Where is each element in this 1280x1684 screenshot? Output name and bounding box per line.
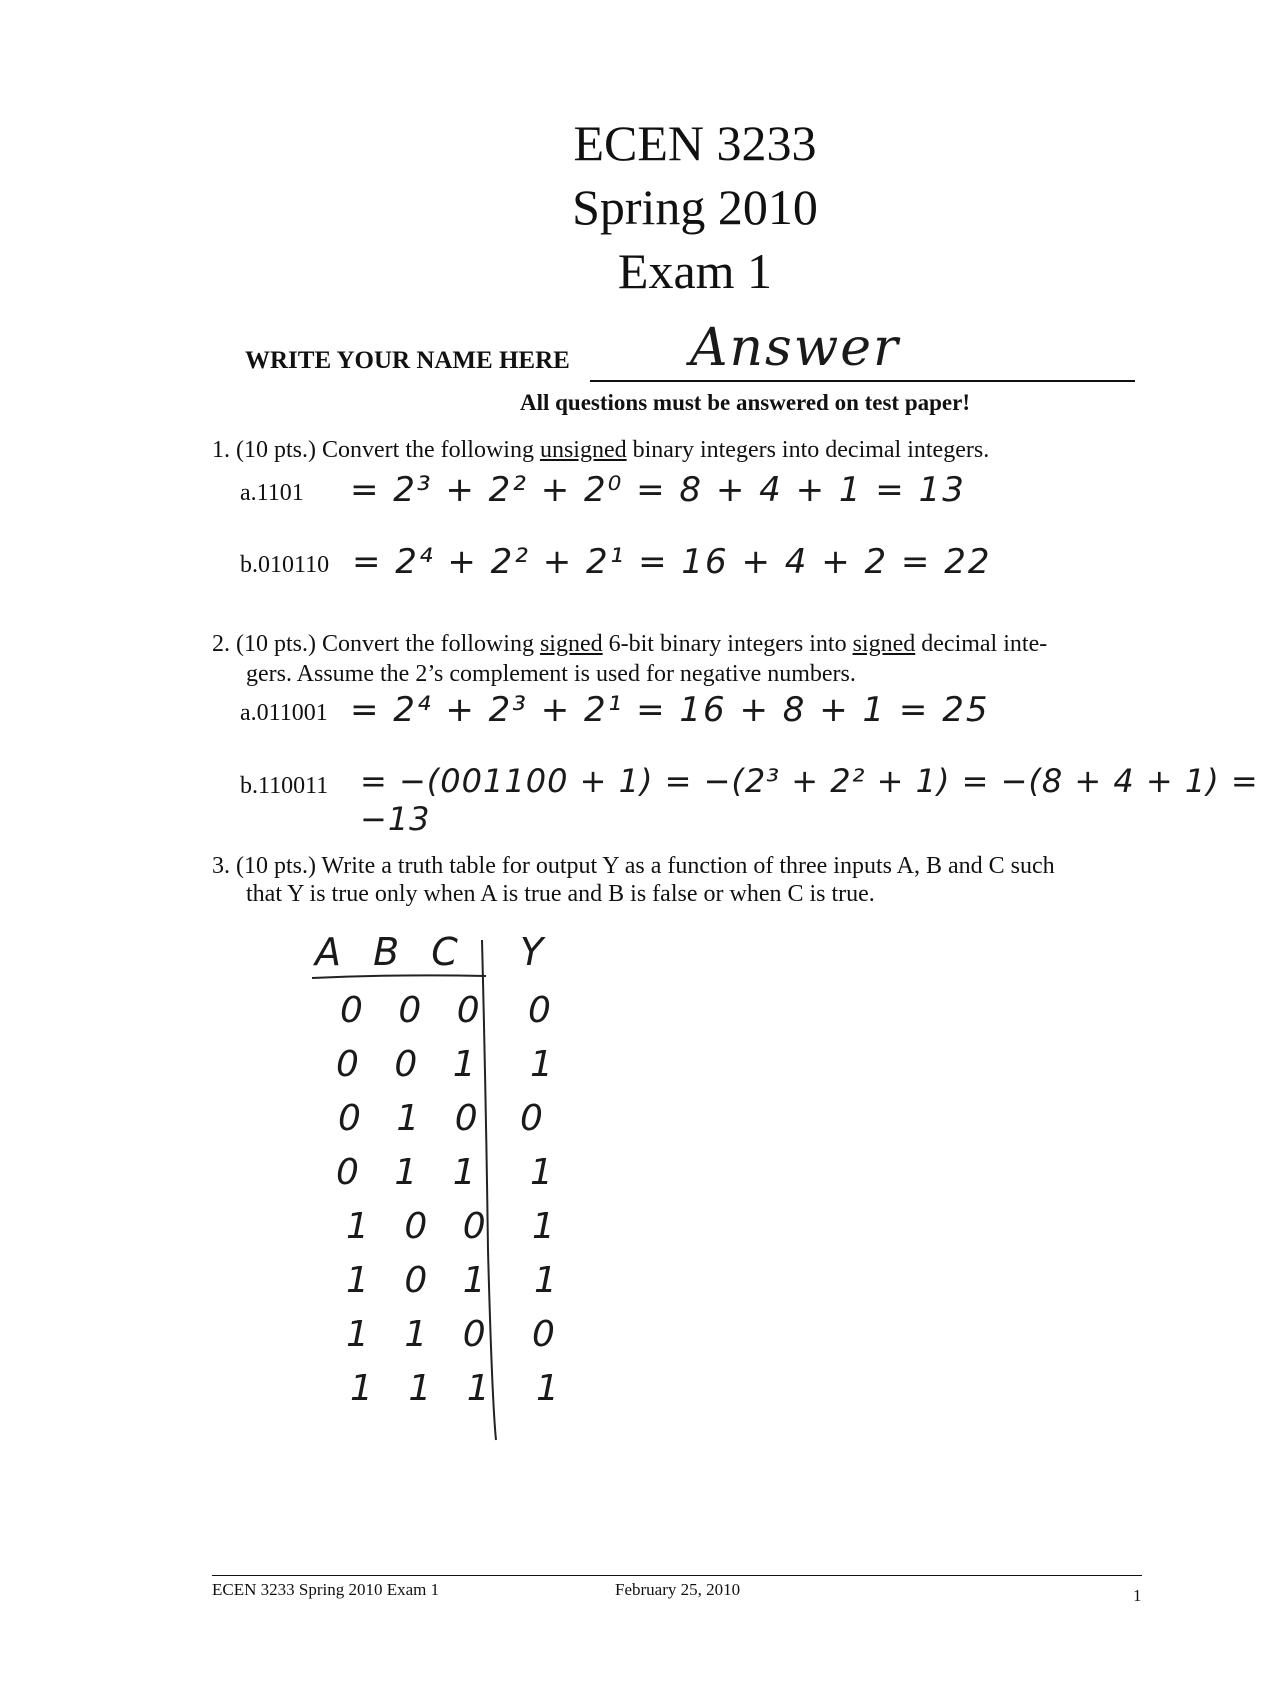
footer-page-number: 1	[1133, 1586, 1142, 1605]
question-3-text-line2: that Y is true only when A is true and B is false or when C is true.	[246, 881, 875, 907]
row-output: 0	[528, 990, 553, 1031]
row-inputs: 1 1 0	[346, 1314, 498, 1355]
row-inputs: 0 1 1	[336, 1152, 488, 1193]
question-2-text-line2: gers. Assume the 2’s complement is used for negative numbers.	[246, 661, 856, 687]
truth-table-header-inputs: A B C	[315, 930, 468, 974]
question-3-text: 3. (10 pts.) Write a truth table for output Y as a function of three inputs A, B and C such	[212, 853, 1055, 879]
q2-a-answer: = 2⁴ + 2³ + 2¹ = 16 + 8 + 1 = 25	[350, 690, 990, 730]
exam-title: Exam 1	[617, 243, 773, 299]
footer-rule	[212, 1575, 1142, 1576]
row-inputs: 1 0 0	[346, 1206, 498, 1247]
term-title: Spring 2010	[572, 179, 818, 235]
row-output: 0	[520, 1098, 545, 1139]
row-output: 1	[530, 1152, 555, 1193]
q1-b-answer: = 2⁴ + 2² + 2¹ = 16 + 4 + 2 = 22	[352, 542, 992, 582]
table-divider	[482, 940, 496, 1440]
q1-a-label: a.1101	[240, 480, 304, 506]
name-label: WRITE YOUR NAME HERE	[245, 347, 570, 374]
row-inputs: 0 0 1	[336, 1044, 488, 1085]
question-2-text: 2. (10 pts.) Convert the following signed 6-bit binary integers into signed decimal inte-	[212, 631, 1048, 657]
row-output: 1	[530, 1044, 555, 1085]
row-inputs: 1 0 1	[346, 1260, 498, 1301]
row-inputs: 0 1 0	[338, 1098, 490, 1139]
row-output: 1	[534, 1260, 559, 1301]
truth-table-header-output: Y	[520, 930, 546, 974]
q2-b-answer: = −(001100 + 1) = −(2³ + 2² + 1) = −(8 + 4 + 1) = −13	[360, 762, 1259, 838]
q1-a-answer: = 2³ + 2² + 2⁰ = 8 + 4 + 1 = 13	[350, 470, 966, 510]
instruction-note: All questions must be answered on test paper!	[519, 390, 971, 415]
q2-a-label: a.011001	[240, 700, 328, 726]
row-inputs: 1 1 1	[350, 1368, 502, 1409]
footer-left: ECEN 3233 Spring 2010 Exam 1	[212, 1580, 440, 1599]
row-output: 1	[532, 1206, 557, 1247]
row-inputs: 0 0 0	[340, 990, 492, 1031]
row-output: 1	[536, 1368, 561, 1409]
table-header-rule	[312, 975, 486, 978]
q2-b-label: b.110011	[240, 773, 329, 799]
row-output: 0	[532, 1314, 557, 1355]
handwritten-name: Answer	[690, 318, 900, 378]
question-1-text: 1. (10 pts.) Convert the following unsigned binary integers into decimal integers.	[212, 437, 990, 463]
footer-date: February 25, 2010	[615, 1580, 741, 1599]
course-title: ECEN 3233	[573, 115, 817, 171]
q1-b-label: b.010110	[240, 552, 330, 578]
